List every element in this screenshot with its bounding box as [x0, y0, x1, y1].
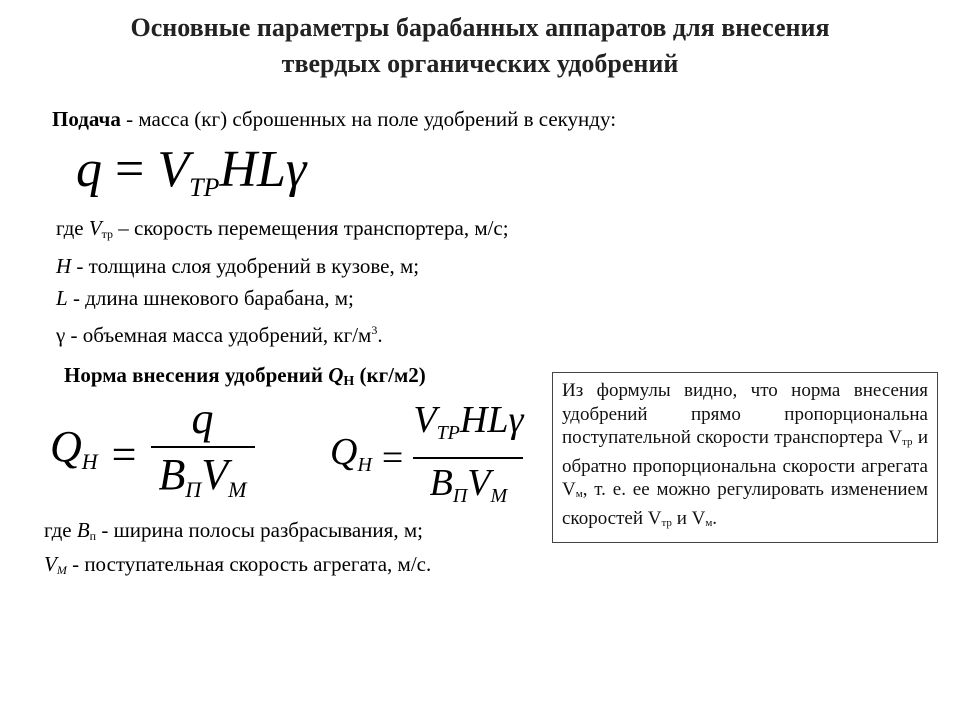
formula-feed-v: V	[157, 141, 190, 198]
formula-norm-2-numerator	[413, 398, 523, 455]
formula-norm-2	[330, 398, 523, 518]
formula-feed-lhs: q	[76, 141, 102, 198]
var-gamma-symbol: γ	[56, 323, 66, 347]
formula-norm-2-den-v: V	[467, 462, 491, 504]
formula-norm-1	[50, 394, 255, 515]
norm-symbol: Q	[328, 363, 344, 387]
note-part-2: и обратно пропорциональна скорости агрегата V	[562, 427, 928, 501]
formula-norm-2-den-b: B	[429, 462, 453, 504]
var-l-desc: - длина шнекового барабана, м;	[67, 286, 354, 310]
var-h-symbol: H	[56, 254, 72, 278]
norm-sub: Н	[343, 374, 355, 389]
formula-norm-1-den-v-sub: M	[228, 477, 247, 502]
formula-norm-2-lhs-sym: Q	[330, 430, 358, 473]
formula-norm-1-fraction	[151, 394, 255, 515]
formula-norm-1-eq: =	[111, 429, 137, 479]
var-b-desc: - ширина полосы разбрасывания, м;	[96, 518, 423, 542]
var-vm-desc: - поступательная скорость агрегата, м/с.	[66, 552, 432, 576]
var-gamma-end: .	[377, 323, 383, 347]
feed-term: Подача	[52, 107, 121, 131]
var-b-line	[44, 517, 423, 549]
note-sub-4: м	[705, 516, 713, 529]
formula-norm-1-den-v: V	[201, 450, 229, 499]
formula-norm-1-lhs-sym: Q	[50, 422, 82, 471]
var-v-desc: – скорость перемещения транспортера, м/с;	[113, 216, 509, 240]
formula-feed-v-sub: TP	[189, 173, 220, 202]
var-gamma-sup: 3	[371, 323, 378, 337]
var-vm-line	[44, 551, 431, 583]
var-v-line	[56, 215, 509, 247]
formula-norm-1-denominator	[151, 450, 255, 515]
formula-norm-2-num-v-sub: TP	[436, 422, 460, 444]
formula-norm-2-fraction	[413, 398, 523, 518]
formula-norm-2-lhs	[330, 430, 372, 487]
formula-norm-2-num-rest: HLγ	[459, 399, 524, 441]
note-box	[552, 372, 938, 543]
norm-label: Норма внесения удобрений	[64, 363, 329, 387]
formula-norm-2-den-b-sub: П	[452, 485, 468, 507]
formula-feed-rest: HLγ	[219, 141, 307, 198]
formula-norm-1-den-b: B	[158, 450, 186, 499]
var-h-line	[56, 253, 419, 279]
formula-norm-1-numerator: q	[191, 394, 214, 443]
note-part-1: Из формулы видно, что норма внесения удобрений прямо пропорциональна поступательной скорости транспортера V	[562, 380, 928, 449]
formula-norm-2-eq: =	[381, 437, 404, 479]
note-part-3: , т. е. ее можно регулировать изменением скоростей V	[562, 479, 928, 529]
var-l-line	[56, 285, 354, 311]
var-b-sub: п	[89, 529, 97, 543]
note-part-5: .	[712, 507, 718, 529]
formula-norm-2-denominator	[413, 461, 523, 518]
var-gamma-desc: - объемная масса удобрений, кг/м	[65, 323, 372, 347]
note-part-4: и V	[671, 507, 706, 529]
page-title	[0, 10, 960, 82]
title-line-2: твердых органических удобрений	[281, 49, 679, 78]
formula-feed	[76, 140, 306, 218]
formula-norm-1-bar	[151, 446, 255, 448]
var-v-symbol: V	[88, 216, 102, 240]
formula-norm-2-bar	[413, 457, 523, 459]
note-sub-1: тр	[902, 436, 913, 449]
formula-feed-eq: =	[102, 141, 158, 198]
formula-norm-2-lhs-sub: H	[357, 453, 372, 476]
formula-norm-1-den-b-sub: П	[185, 477, 202, 502]
var-vm-sub: M	[56, 563, 67, 577]
formula-norm-2-num-v: V	[413, 399, 437, 441]
note-sub-3: тр	[661, 516, 672, 529]
norm-units: (кг/м2)	[354, 363, 426, 387]
var-b-prefix: где	[44, 518, 77, 542]
formula-norm-1-lhs	[50, 422, 98, 487]
title-line-1: Основные параметры барабанных аппаратов для внесения	[130, 13, 830, 42]
var-v-sub: тр	[101, 227, 114, 241]
var-gamma-line	[56, 317, 383, 348]
var-l-symbol: L	[56, 286, 68, 310]
feed-definition	[52, 106, 616, 132]
var-vm-symbol: V	[44, 552, 57, 576]
feed-definition-text: - масса (кг) сброшенных на поле удобрений в секунду:	[120, 107, 617, 131]
note-sub-2: м	[575, 488, 583, 501]
var-b-symbol: B	[76, 518, 90, 542]
formula-norm-2-den-v-sub: M	[490, 485, 508, 507]
formula-norm-1-lhs-sub: H	[81, 449, 98, 474]
var-h-desc: - толщина слоя удобрений в кузове, м;	[71, 254, 420, 278]
norm-heading	[64, 362, 426, 395]
var-v-prefix: где	[56, 216, 89, 240]
